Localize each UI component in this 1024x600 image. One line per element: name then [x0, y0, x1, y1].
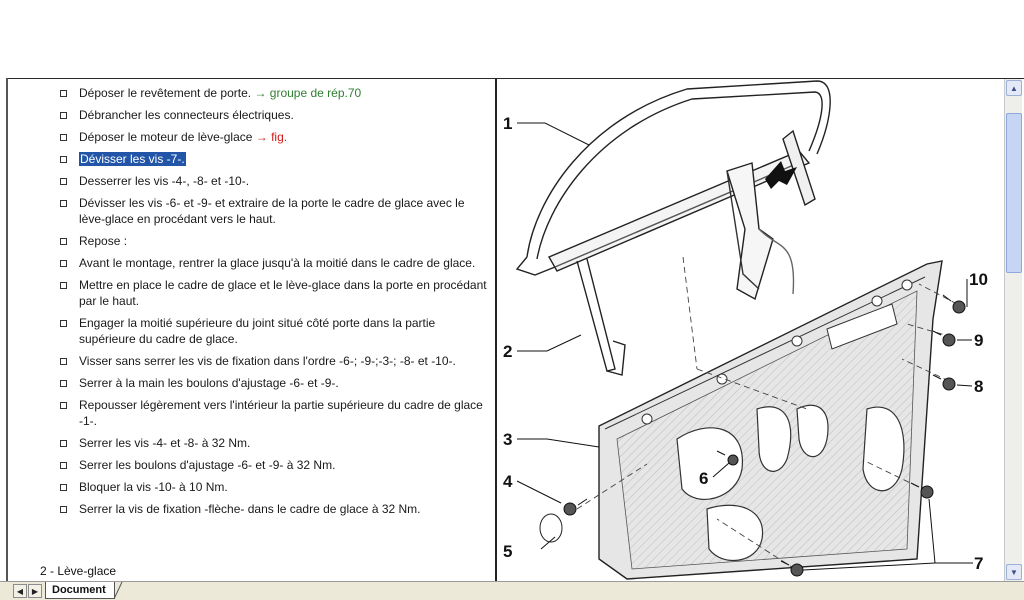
instruction-text: Visser sans serrer les vis de fixation dans l'ordre -6-; -9-;-3-; -8- et -10-. [79, 354, 456, 368]
checkbox-bullet-icon [60, 358, 67, 365]
blank-header-area [0, 0, 1024, 78]
callout-5: 5 [503, 542, 513, 561]
instructions-pane[interactable] [8, 79, 495, 581]
checkbox-bullet-icon [60, 134, 67, 141]
instruction-text: Déposer le moteur de lève-glace [79, 130, 256, 144]
section-heading: 2 - Lève-glace [40, 564, 117, 578]
screw-9 [933, 331, 955, 346]
instruction-text: Desserrer les vis -4-, -8- et -10-. [79, 174, 250, 188]
checkbox-bullet-icon [60, 506, 67, 513]
checkbox-bullet-icon [60, 178, 67, 185]
instruction-text: Serrer la vis de fixation -flèche- dans le cadre de glace à 32 Nm. [79, 502, 421, 516]
instruction-text: Serrer les vis -4- et -8- à 32 Nm. [79, 436, 251, 450]
checkbox-bullet-icon [60, 440, 67, 447]
tab-edge [113, 582, 123, 599]
instruction-text: Dévisser les vis -6- et -9- et extraire de la porte le cadre de glace avec le lève-glace en procédant vers le haut. [79, 196, 465, 226]
callout-9: 9 [974, 331, 984, 350]
checkbox-bullet-icon [60, 260, 67, 267]
window-frame-part [517, 81, 830, 375]
callout-2: 2 [503, 342, 513, 361]
callout-1: 1 [503, 114, 513, 133]
callout-7: 7 [974, 554, 984, 573]
callout-6: 6 [699, 469, 709, 488]
checkbox-bullet-icon [60, 282, 67, 289]
instruction-text: Débrancher les connecteurs électriques. [79, 108, 294, 122]
instruction-text: Engager la moitié supérieure du joint situé côté porte dans la partie supérieure du cadre de glace. [79, 316, 436, 346]
instruction-item[interactable] [8, 85, 495, 101]
instruction-item[interactable] [8, 315, 495, 347]
instruction-item-selected[interactable] [8, 151, 495, 167]
tab-document[interactable]: Document [45, 582, 115, 599]
arrow-up-icon[interactable]: ▲ [1006, 80, 1022, 96]
door-window-regulator-diagram [497, 79, 994, 581]
instruction-text: Mettre en place le cadre de glace et le lève-glace dans la porte en procédant par le haut. [79, 278, 487, 308]
instruction-text: Déposer le revêtement de porte. [79, 86, 255, 100]
instruction-item[interactable] [8, 353, 495, 369]
scrollbar-thumb[interactable] [1006, 113, 1022, 273]
instruction-item[interactable] [8, 479, 495, 495]
figure-link[interactable]: → fig. [255, 130, 288, 144]
instruction-item[interactable] [8, 435, 495, 451]
triangle-right-icon[interactable]: ▶ [28, 584, 42, 598]
instruction-text: Serrer à la main les boulons d'ajustage -6- et -9-. [79, 376, 339, 390]
arrow-down-icon[interactable]: ▼ [1006, 564, 1022, 580]
checkbox-bullet-icon [60, 320, 67, 327]
instruction-item[interactable] [8, 107, 495, 123]
vertical-scrollbar[interactable] [1004, 79, 1022, 581]
callout-10: 10 [969, 270, 988, 289]
callout-4: 4 [503, 472, 513, 491]
checkbox-bullet-icon [60, 462, 67, 469]
instruction-text: Bloquer la vis -10- à 10 Nm. [79, 480, 228, 494]
door-panel-part [599, 261, 942, 579]
callout-8: 8 [974, 377, 984, 396]
checkbox-bullet-icon [60, 200, 67, 207]
instruction-text: Serrer les boulons d'ajustage -6- et -9- à 32 Nm. [79, 458, 336, 472]
instruction-item[interactable] [8, 397, 495, 429]
checkbox-bullet-icon [60, 380, 67, 387]
instruction-item[interactable] [8, 277, 495, 309]
instruction-text: Repousser légèrement vers l'intérieur la partie supérieure du cadre de glace -1-. [79, 398, 483, 428]
checkbox-bullet-icon [60, 402, 67, 409]
instruction-text: Repose : [79, 234, 128, 248]
instruction-item[interactable] [8, 233, 495, 249]
instruction-item[interactable] [8, 195, 495, 227]
instruction-item[interactable] [8, 255, 495, 271]
checkbox-bullet-icon [60, 156, 67, 163]
selected-instruction-text: Dévisser les vis -7-. [80, 152, 185, 166]
triangle-left-icon[interactable]: ◀ [13, 584, 27, 598]
screw-4 [564, 499, 587, 515]
cap-5 [540, 514, 562, 542]
instruction-item[interactable] [8, 129, 495, 145]
screw-8 [933, 375, 955, 390]
repair-group-link[interactable]: → groupe de rép.70 [254, 86, 362, 100]
checkbox-bullet-icon [60, 484, 67, 491]
screw-10 [943, 295, 965, 313]
instruction-text: Avant le montage, rentrer la glace jusqu'à la moitié dans le cadre de glace. [79, 256, 476, 270]
sheet-tab-bar [0, 581, 1024, 600]
instruction-item[interactable] [8, 375, 495, 391]
instruction-item[interactable] [8, 457, 495, 473]
instruction-list [8, 85, 495, 523]
checkbox-bullet-icon [60, 112, 67, 119]
instruction-item[interactable] [8, 501, 495, 517]
checkbox-bullet-icon [60, 90, 67, 97]
checkbox-bullet-icon [60, 238, 67, 245]
diagram-pane [497, 79, 994, 581]
instruction-item[interactable] [8, 173, 495, 189]
callout-3: 3 [503, 430, 513, 449]
